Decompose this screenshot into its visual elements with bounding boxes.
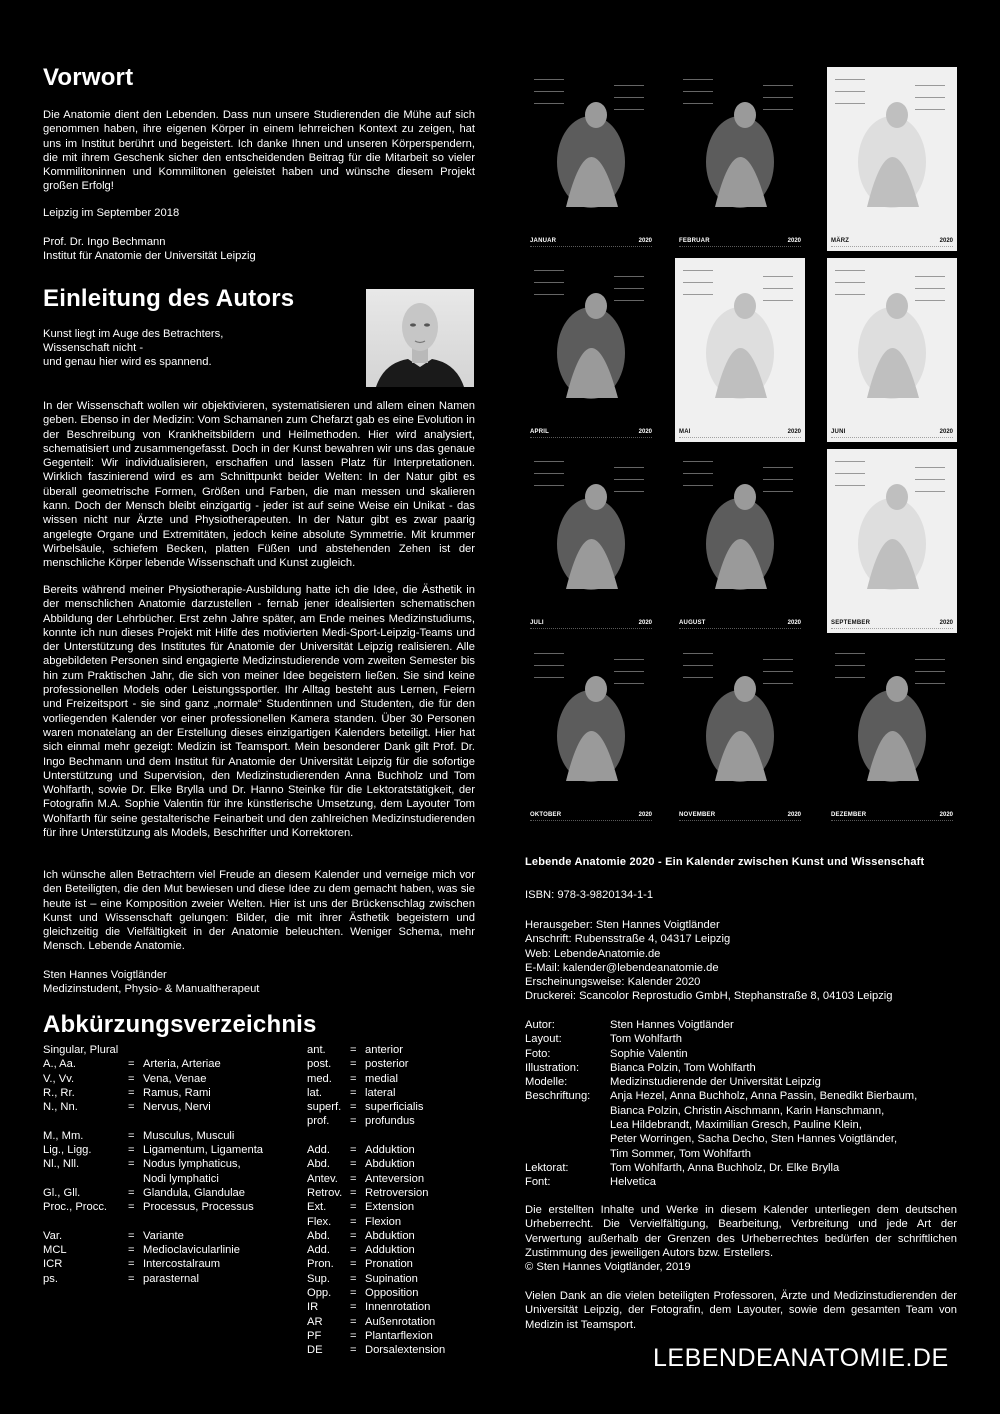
abbreviation-key: Sup. bbox=[307, 1272, 331, 1285]
abbreviation-row bbox=[43, 1243, 303, 1257]
einleitung-paragraph-3: Ich wünsche allen Betrachtern viel Freude an diesem Kalender und verneige mich vor den Beteiligten, die den Mut bewiesen und diese Idee zu dem gemacht haben, was sie heute ist – eine Komposition zweier Welten. Hier ist uns der Brückenschlag zwischen Kunst und Wissenschaft gelungen: Bilder, die mit ihrer Ästhetik begeistern und gleichzeitig die Vielfältigkeit in der Anatomie beleuchten. Weniger Schema, mehr Mensch. Lebende Anatomie. bbox=[43, 869, 475, 953]
abbreviation-row bbox=[307, 1043, 477, 1057]
equals-sign: = bbox=[350, 1044, 357, 1056]
calendar-photo bbox=[526, 449, 656, 617]
calendar-month-label: DEZEMBER bbox=[831, 812, 867, 818]
calendar-photo bbox=[827, 641, 957, 809]
credit-role: Modelle: bbox=[525, 1076, 568, 1089]
calendar-year-label: 2020 bbox=[638, 238, 652, 244]
abbreviation-meaning: Nodi lymphatici bbox=[143, 1172, 219, 1185]
abbreviation-meaning: lateral bbox=[365, 1086, 396, 1099]
credit-row bbox=[525, 1047, 965, 1061]
calendar-month-label: AUGUST bbox=[679, 620, 706, 626]
abbreviation-row bbox=[43, 1257, 303, 1271]
calendar-page-9 bbox=[827, 449, 957, 633]
publisher-line: Druckerei: Scancolor Reprostudio GmbH, Stephanstraße 8, 04103 Leipzig bbox=[525, 990, 893, 1003]
equals-sign: = bbox=[350, 1144, 357, 1157]
calendar-year-label: 2020 bbox=[638, 620, 652, 626]
equals-sign: = bbox=[350, 1287, 357, 1300]
calendar-month-label: NOVEMBER bbox=[679, 812, 716, 818]
equals-sign: = bbox=[128, 1229, 135, 1242]
credit-value: Peter Worringen, Sacha Decho, Sten Hannes Voigtländer, bbox=[610, 1133, 898, 1146]
abbreviation-row bbox=[307, 1300, 477, 1314]
calendar-year-label: 2020 bbox=[638, 812, 652, 818]
abbreviation-meaning: Extension bbox=[365, 1201, 415, 1214]
abbreviation-key: Add. bbox=[307, 1244, 331, 1257]
credit-role: Font: bbox=[525, 1176, 551, 1189]
abbreviation-row bbox=[307, 1329, 477, 1343]
abbreviation-meaning: Nervus, Nervi bbox=[143, 1101, 211, 1114]
equals-sign: = bbox=[128, 1144, 135, 1157]
einleitung-title: Einleitung des Autors bbox=[43, 285, 295, 312]
credits-block bbox=[525, 1018, 965, 1190]
abbreviation-meaning: Arteria, Arteriae bbox=[143, 1058, 221, 1071]
calendar-day-strip bbox=[831, 628, 953, 631]
calendar-photo bbox=[526, 641, 656, 809]
abbreviation-key: PF bbox=[307, 1329, 322, 1342]
abbreviation-meaning: Dorsalextension bbox=[365, 1344, 446, 1357]
calendar-photo bbox=[827, 449, 957, 617]
abbreviation-key: superf. bbox=[307, 1101, 342, 1114]
abbreviation-meaning: Adduktion bbox=[365, 1244, 415, 1257]
credit-value: Helvetica bbox=[610, 1176, 657, 1189]
abbreviation-meaning: Supination bbox=[365, 1272, 418, 1285]
einleitung-paragraph-1: In der Wissenschaft wollen wir objektivieren, systematisieren und allem einen Namen geben. Ebenso in der Medizin: Vom Schamanen zum Chefarzt gab es eine Evolution in der Beschreibung von Krankheitsbildern und Heilmethoden. Hier wird analysiert, schematisiert und zusammengefasst. Doch in der Kunst bewahren wir uns das genaue Gegenteil: Wir individualisieren, erschaffen und lassen Platz für Interpretationen. Wirklich faszinierend wird es am Schnittpunkt beider Welten: In der Natur gibt es überall geometrische Formen, Größen und Farben, die man messen und skalieren kann. Doch der Mensch bleibt einzigartig - jeder ist auf seine Weise ein Unikat - das wissen nicht nur Ärzte und Physiotherapeuten. In der Natur gibt es zwar paarig angelegte Organe und Extremitäten, jedoch keine absolute Symmetrie. Mit krummer Wirbelsäule, schiefem Becken, platten Füßen und abstehenden Zehen ist der menschliche Körper lebende Wissenschaft und Kunst zugleich. bbox=[43, 400, 475, 570]
calendar-year-label: 2020 bbox=[939, 429, 953, 435]
abbreviation-row bbox=[43, 1229, 303, 1243]
abbreviation-key: N., Nn. bbox=[43, 1101, 78, 1114]
equals-sign: = bbox=[350, 1115, 357, 1128]
abbreviation-meaning: Glandula, Glandulae bbox=[143, 1186, 246, 1199]
abbreviation-row bbox=[43, 1100, 303, 1114]
publisher-line: Anschrift: Rubensstraße 4, 04317 Leipzig bbox=[525, 933, 731, 946]
calendar-page-1 bbox=[526, 67, 656, 251]
calendar-year-label: 2020 bbox=[787, 238, 801, 244]
calendar-month-label: MÄRZ bbox=[831, 238, 850, 244]
calendar-year-label: 2020 bbox=[787, 620, 801, 626]
equals-sign: = bbox=[350, 1329, 357, 1342]
calendar-day-strip bbox=[831, 820, 953, 823]
vorwort-institute: Institut für Anatomie der Universität Leipzig bbox=[43, 250, 256, 262]
abbreviation-key: prof. bbox=[307, 1115, 330, 1128]
abbreviation-meaning: Anteversion bbox=[365, 1172, 425, 1185]
credit-value: Lea Hildebrandt, Maximilian Gresch, Pauline Klein, bbox=[610, 1119, 862, 1132]
equals-sign: = bbox=[350, 1315, 357, 1328]
calendar-page-5 bbox=[675, 258, 805, 442]
credit-row bbox=[525, 1147, 965, 1161]
copyright-notice: Die erstellten Inhalte und Werke in diesem Kalender unterliegen dem deutschen Urheberrecht. Die Vervielfältigung, Bearbeitung, Verbreitung und jede Art der Verwertung außerhalb der Grenzen des Urheberrechtes bedürfen der schriftlichen Zustimmung des jeweiligen Autors bzw. Erstellers. bbox=[525, 1204, 957, 1259]
calendar-photo bbox=[675, 67, 805, 235]
vorwort-body: Die Anatomie dient den Lebenden. Dass nun unsere Studierenden die Mühe auf sich genommen haben, ihre eigenen Körper in einem lehrreichen Kontext zu zeigen, hat uns im Institut berührt und begeistert. Ich danke Ihnen und unseren Körperspendern, die mit ihrem Geschenk sicher den entscheidenden Beitrag für die Mitarbeit so vieler Kommilitoninnen und Kommilitonen geleistet haben und wünsche diesem Projekt großen Erfolg! bbox=[43, 109, 475, 193]
abbreviation-key: DE bbox=[307, 1344, 323, 1357]
abbreviation-meaning: Vena, Venae bbox=[143, 1072, 207, 1085]
abbreviation-meaning: parasternal bbox=[143, 1272, 199, 1285]
calendar-day-strip bbox=[679, 820, 801, 823]
publisher-line: E-Mail: kalender@lebendeanatomie.de bbox=[525, 961, 719, 974]
abbreviation-meaning: anterior bbox=[365, 1044, 403, 1056]
calendar-day-strip bbox=[679, 628, 801, 631]
calendar-page-12 bbox=[827, 641, 957, 825]
credit-role: Lektorat: bbox=[525, 1161, 569, 1174]
publisher-block bbox=[525, 918, 965, 1004]
abbreviation-key: ant. bbox=[307, 1044, 326, 1056]
abbreviation-row bbox=[307, 1315, 477, 1329]
calendar-page-8 bbox=[675, 449, 805, 633]
credit-row bbox=[525, 1032, 965, 1046]
equals-sign: = bbox=[350, 1072, 357, 1085]
calendar-month-label: OKTOBER bbox=[530, 812, 562, 818]
abbreviation-row bbox=[307, 1257, 477, 1271]
credit-role: Foto: bbox=[525, 1047, 551, 1060]
abbreviation-key: V., Vv. bbox=[43, 1072, 75, 1085]
abbreviation-key: Pron. bbox=[307, 1258, 334, 1271]
abbreviation-row bbox=[43, 1057, 303, 1071]
abbreviation-key: ps. bbox=[43, 1272, 58, 1285]
credit-value: Bianca Polzin, Christin Aischmann, Karin Hanschmann, bbox=[610, 1104, 885, 1117]
abbreviation-row bbox=[307, 1286, 477, 1300]
einleitung-paragraph-2: Bereits während meiner Physiotherapie-Ausbildung hatte ich die Idee, die Ästhetik in der menschlichen Anatomie darzustellen - fernab jener idealisierten schematischen Abbildung der Lehrbücher. Erst zehn Jahre später, am Ende meines Medizinstudiums, konnte ich nun dieses Projekt mit Hilfe des motivierten Medi-Sport-Leipzig-Teams und der Unterstützung des Institutes für Anatomie der Universität Leipzig realisieren. Alle abgebildeten Personen sind engagierte Medizinstudierende vom zweiten Semester bis hin zum Praktischen Jahr, die sich von meiner Idee begeistern ließen. Sie sind keine professionellen Models oder Leistungssportler. Ihr Alltag besteht aus Lernen, Feiern und Freizeitsport - sie sind ganz „normale“ Studentinnen und Studenten, die für den vorliegenden Kalender vor einer professionellen Kamera standen. Über 30 Personen waren monatelang an der Erstellung dieses einzigartigen Kalenders beteiligt. Hier hat sich einmal mehr gezeigt: Medizin ist Teamsport. Mein besonderer Dank gilt Prof. Dr. Ingo Bechmann und dem Institut für Anatomie der Universität Leipzig für die sofortige Unterstützung und Supervision, den Medizinstudierenden Anna Buchholz und Tom Wohlfarth, sowie Dr. Elke Brylla und Dr. Hanno Steinke für die Lektoratstätigkeit, der Fotografin M.A. Sophie Valentin für ihre künstlerische Umsetzung, dem Layouter Tom Wohlfarth für seine gestalterische Feinarbeit und den zahlreichen Medizinstudierenden für ihre Unterstützung als Models, Beschrifter und Korrektoren. bbox=[43, 584, 475, 840]
calendar-month-label: MAI bbox=[679, 429, 691, 435]
abbreviation-key: ICR bbox=[43, 1258, 63, 1271]
credit-value: Medizinstudierende der Universität Leipzig bbox=[610, 1076, 821, 1089]
abbreviation-key: Proc., Procc. bbox=[43, 1201, 108, 1214]
abbreviation-row bbox=[307, 1243, 477, 1257]
abk-title: Abkürzungsverzeichnis bbox=[43, 1011, 317, 1038]
abbreviation-row bbox=[43, 1143, 303, 1157]
equals-sign: = bbox=[128, 1201, 135, 1214]
abbreviation-list-left bbox=[43, 1043, 303, 1286]
abbreviation-meaning: Ligamentum, Ligamenta bbox=[143, 1144, 264, 1157]
abbreviation-key: Var. bbox=[43, 1229, 63, 1242]
equals-sign: = bbox=[128, 1129, 135, 1142]
equals-sign: = bbox=[350, 1158, 357, 1171]
equals-sign: = bbox=[128, 1258, 135, 1271]
abbreviation-key: Opp. bbox=[307, 1287, 332, 1300]
credit-value: Sophie Valentin bbox=[610, 1047, 688, 1060]
calendar-day-strip bbox=[831, 437, 953, 440]
abbreviation-row bbox=[43, 1157, 303, 1171]
abbreviation-meaning: Plantarflexion bbox=[365, 1329, 433, 1342]
abbreviation-row bbox=[43, 1072, 303, 1086]
equals-sign: = bbox=[350, 1201, 357, 1214]
abbreviation-row bbox=[307, 1114, 477, 1128]
abbreviation-key: R., Rr. bbox=[43, 1086, 75, 1099]
abbreviation-row bbox=[43, 1186, 303, 1200]
equals-sign: = bbox=[350, 1244, 357, 1257]
publisher-line: Web: LebendeAnatomie.de bbox=[525, 947, 661, 960]
credit-row bbox=[525, 1118, 965, 1132]
website-url[interactable]: LEBENDEANATOMIE.DE bbox=[653, 1344, 949, 1372]
abbreviation-row bbox=[307, 1172, 477, 1186]
abbreviation-row bbox=[307, 1100, 477, 1114]
einleitung-signature-role: Medizinstudent, Physio- & Manualtherapeut bbox=[43, 983, 260, 995]
calendar-day-strip bbox=[530, 246, 652, 249]
quote-line-2: Wissenschaft nicht - bbox=[43, 342, 144, 354]
thanks-text: Vielen Dank an die vielen beteiligten Professoren, Ärzte und Medizinstudierenden der Universität Leipzig, der Fotografin, dem Layouter, sowie dem gesamten Team von Medizin ist Teamsport. bbox=[525, 1290, 957, 1331]
calendar-day-strip bbox=[530, 628, 652, 631]
equals-sign: = bbox=[350, 1215, 357, 1228]
equals-sign: = bbox=[128, 1272, 135, 1285]
abbreviation-meaning: Flexion bbox=[365, 1215, 402, 1228]
abbreviation-key: Gl., Gll. bbox=[43, 1186, 81, 1199]
calendar-year-label: 2020 bbox=[787, 429, 801, 435]
calendar-photo bbox=[675, 641, 805, 809]
abbreviation-key: Ext. bbox=[307, 1201, 327, 1214]
abbreviation-key: Retrov. bbox=[307, 1186, 343, 1199]
abbreviation-key: Abd. bbox=[307, 1158, 331, 1171]
equals-sign: = bbox=[350, 1272, 357, 1285]
abbreviation-row bbox=[307, 1186, 477, 1200]
calendar-day-strip bbox=[530, 820, 652, 823]
calendar-month-label: JUNI bbox=[831, 429, 846, 435]
abbreviation-row bbox=[43, 1086, 303, 1100]
abbreviation-key: Abd. bbox=[307, 1229, 331, 1242]
calendar-month-label: APRIL bbox=[530, 429, 549, 435]
credit-row bbox=[525, 1104, 965, 1118]
equals-sign: = bbox=[350, 1101, 357, 1114]
abbreviation-meaning: superficialis bbox=[365, 1101, 424, 1114]
equals-sign: = bbox=[350, 1058, 357, 1071]
abbreviation-meaning: Retroversion bbox=[365, 1186, 429, 1199]
copyright-line: © Sten Hannes Voigtländer, 2019 bbox=[525, 1261, 691, 1273]
equals-sign: = bbox=[350, 1344, 357, 1357]
credit-role: Layout: bbox=[525, 1033, 562, 1046]
vorwort-place-date: Leipzig im September 2018 bbox=[43, 207, 180, 219]
abbreviation-meaning: Innenrotation bbox=[365, 1301, 431, 1314]
equals-sign: = bbox=[350, 1229, 357, 1242]
credit-role: Autor: bbox=[525, 1019, 555, 1031]
abbreviation-key: Singular, Plural bbox=[43, 1044, 119, 1056]
calendar-photo bbox=[675, 258, 805, 426]
calendar-page-3 bbox=[827, 67, 957, 251]
credit-row bbox=[525, 1075, 965, 1089]
calendar-month-label: FEBRUAR bbox=[679, 238, 710, 244]
abbreviation-meaning: Opposition bbox=[365, 1287, 419, 1300]
calendar-month-label: SEPTEMBER bbox=[831, 620, 871, 626]
abbreviation-row bbox=[307, 1229, 477, 1243]
calendar-day-strip bbox=[679, 437, 801, 440]
equals-sign: = bbox=[350, 1186, 357, 1199]
calendar-photo bbox=[526, 67, 656, 235]
vorwort-title: Vorwort bbox=[43, 64, 134, 91]
credit-row bbox=[525, 1018, 965, 1032]
abbreviation-key: Lig., Ligg. bbox=[43, 1144, 92, 1157]
abbreviation-row bbox=[43, 1200, 303, 1214]
abbreviation-row bbox=[307, 1200, 477, 1214]
equals-sign: = bbox=[128, 1058, 135, 1071]
calendar-page-10 bbox=[526, 641, 656, 825]
info-title: Lebende Anatomie 2020 - Ein Kalender zwischen Kunst und Wissenschaft bbox=[525, 856, 925, 868]
abbreviation-meaning: posterior bbox=[365, 1058, 409, 1071]
credit-row bbox=[525, 1089, 965, 1103]
calendar-page-7 bbox=[526, 449, 656, 633]
calendar-page-6 bbox=[827, 258, 957, 442]
abbreviation-row bbox=[307, 1086, 477, 1100]
equals-sign: = bbox=[128, 1186, 135, 1199]
abbreviation-row bbox=[43, 1272, 303, 1286]
credit-value: Sten Hannes Voigtländer bbox=[610, 1019, 734, 1031]
abbreviation-key: Antev. bbox=[307, 1172, 338, 1185]
abbreviation-key: M., Mm. bbox=[43, 1129, 84, 1142]
credit-row bbox=[525, 1132, 965, 1146]
abbreviation-row bbox=[307, 1272, 477, 1286]
equals-sign: = bbox=[128, 1072, 135, 1085]
abbreviation-key: lat. bbox=[307, 1086, 322, 1099]
calendar-year-label: 2020 bbox=[787, 812, 801, 818]
calendar-month-label: JULI bbox=[530, 620, 544, 626]
abbreviation-meaning: profundus bbox=[365, 1115, 415, 1128]
abbreviation-meaning: Variante bbox=[143, 1229, 184, 1242]
credit-row bbox=[525, 1161, 965, 1175]
abbreviation-key: med. bbox=[307, 1072, 332, 1085]
abbreviation-key: post. bbox=[307, 1058, 332, 1071]
abbreviation-row bbox=[307, 1215, 477, 1229]
calendar-photo bbox=[526, 258, 656, 426]
calendar-page-2 bbox=[675, 67, 805, 251]
abbreviation-meaning: medial bbox=[365, 1072, 398, 1085]
calendar-day-strip bbox=[831, 246, 953, 249]
abbreviation-row bbox=[43, 1129, 303, 1143]
credit-row bbox=[525, 1175, 965, 1189]
calendar-day-strip bbox=[679, 246, 801, 249]
credit-role: Beschriftung: bbox=[525, 1090, 591, 1103]
equals-sign: = bbox=[350, 1258, 357, 1271]
equals-sign: = bbox=[350, 1172, 357, 1185]
abbreviation-meaning: Ramus, Rami bbox=[143, 1086, 211, 1099]
vorwort-author: Prof. Dr. Ingo Bechmann bbox=[43, 236, 166, 248]
equals-sign: = bbox=[128, 1158, 135, 1171]
abbreviation-meaning: Außenrotation bbox=[365, 1315, 436, 1328]
abbreviation-key: A., Aa. bbox=[43, 1058, 76, 1071]
abbreviation-row bbox=[43, 1043, 303, 1057]
abbreviation-key: MCL bbox=[43, 1244, 67, 1257]
equals-sign: = bbox=[128, 1244, 135, 1257]
equals-sign: = bbox=[128, 1101, 135, 1114]
abbreviation-list-right bbox=[307, 1043, 477, 1358]
abbreviation-key: IR bbox=[307, 1301, 319, 1314]
abbreviation-key: Add. bbox=[307, 1144, 331, 1157]
credit-value: Tom Wohlfarth bbox=[610, 1033, 682, 1046]
abbreviation-row bbox=[307, 1143, 477, 1157]
calendar-photo bbox=[827, 67, 957, 235]
equals-sign: = bbox=[350, 1086, 357, 1099]
publisher-line: Herausgeber: Sten Hannes Voigtländer bbox=[525, 919, 720, 931]
info-isbn: ISBN: 978-3-9820134-1-1 bbox=[525, 889, 654, 901]
abbreviation-meaning: Abduktion bbox=[365, 1158, 415, 1171]
abbreviation-key: Nl., Nll. bbox=[43, 1158, 80, 1171]
einleitung-signature: Sten Hannes Voigtländer bbox=[43, 969, 167, 981]
abbreviation-meaning: Processus, Processus bbox=[143, 1201, 254, 1214]
abbreviation-meaning: Medioclavicularlinie bbox=[143, 1244, 241, 1257]
author-portrait bbox=[366, 289, 474, 387]
quote-line-3: und genau hier wird es spannend. bbox=[43, 356, 212, 368]
calendar-page-11 bbox=[675, 641, 805, 825]
calendar-year-label: 2020 bbox=[939, 238, 953, 244]
credit-role: Illustration: bbox=[525, 1061, 580, 1074]
quote-line-1: Kunst liegt im Auge des Betrachters, bbox=[43, 328, 224, 340]
calendar-year-label: 2020 bbox=[638, 429, 652, 435]
equals-sign: = bbox=[350, 1301, 357, 1314]
abbreviation-key: AR bbox=[307, 1315, 323, 1328]
calendar-photo bbox=[827, 258, 957, 426]
abbreviation-row bbox=[307, 1157, 477, 1171]
credit-value: Tom Wohlfarth, Anna Buchholz, Dr. Elke Brylla bbox=[610, 1161, 840, 1174]
abbreviation-row bbox=[307, 1057, 477, 1071]
portrait-image bbox=[366, 289, 474, 387]
abbreviation-key: Flex. bbox=[307, 1215, 332, 1228]
publisher-line: Erscheinungsweise: Kalender 2020 bbox=[525, 976, 701, 989]
calendar-month-label: JANUAR bbox=[530, 238, 557, 244]
abbreviation-meaning: Intercostalraum bbox=[143, 1258, 221, 1271]
abbreviation-row bbox=[43, 1172, 303, 1186]
abbreviation-row bbox=[307, 1343, 477, 1357]
calendar-page-4 bbox=[526, 258, 656, 442]
calendar-photo bbox=[675, 449, 805, 617]
credit-value: Anja Hezel, Anna Buchholz, Anna Passin, Benedikt Bierbaum, bbox=[610, 1090, 918, 1103]
abbreviation-meaning: Abduktion bbox=[365, 1229, 415, 1242]
abbreviation-meaning: Nodus lymphaticus, bbox=[143, 1158, 241, 1171]
credit-value: Tim Sommer, Tom Wohlfarth bbox=[610, 1147, 751, 1160]
calendar-year-label: 2020 bbox=[939, 812, 953, 818]
equals-sign: = bbox=[128, 1086, 135, 1099]
credit-value: Bianca Polzin, Tom Wohlfarth bbox=[610, 1061, 756, 1074]
abbreviation-meaning: Pronation bbox=[365, 1258, 413, 1271]
calendar-year-label: 2020 bbox=[939, 620, 953, 626]
abbreviation-meaning: Adduktion bbox=[365, 1144, 415, 1157]
credit-row bbox=[525, 1061, 965, 1075]
abbreviation-meaning: Musculus, Musculi bbox=[143, 1129, 235, 1142]
calendar-day-strip bbox=[530, 437, 652, 440]
abbreviation-row bbox=[307, 1072, 477, 1086]
